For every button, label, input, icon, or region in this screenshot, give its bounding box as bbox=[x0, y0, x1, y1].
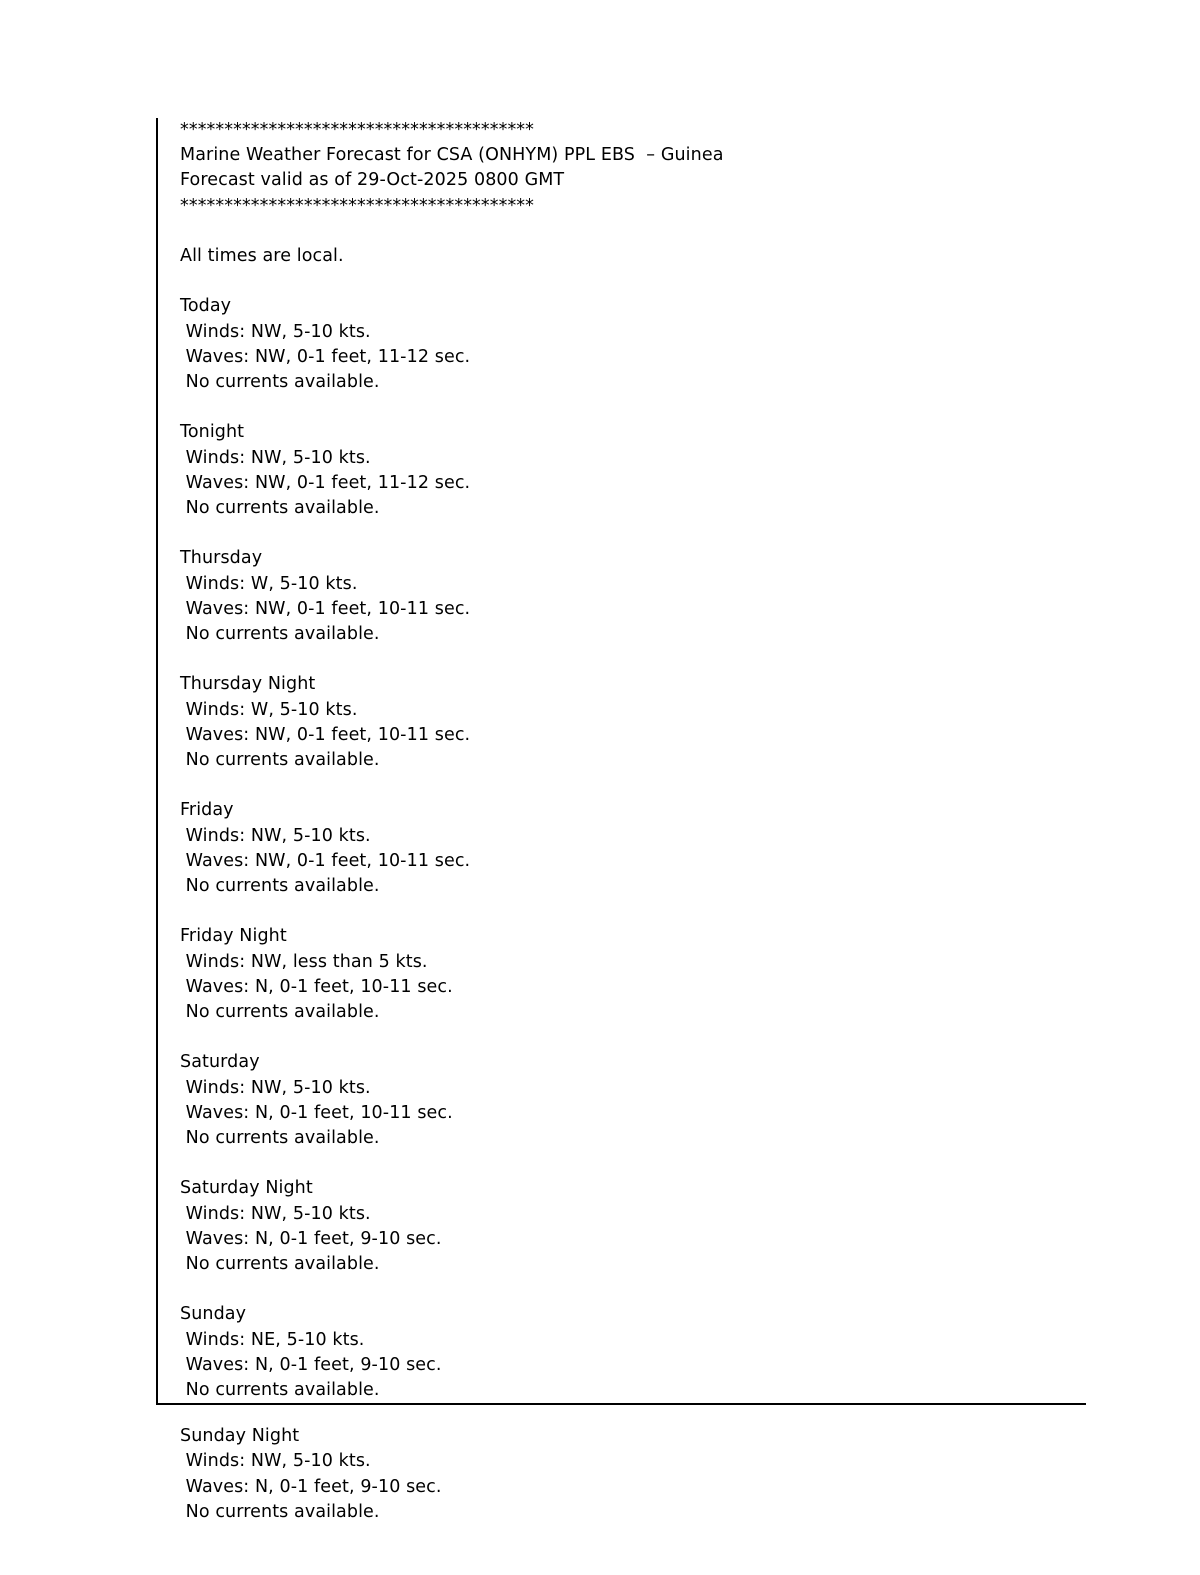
forecast-section bbox=[180, 798, 1086, 899]
forecast-currents-line: No currents available. bbox=[180, 624, 380, 644]
all-times-note: All times are local. bbox=[180, 246, 344, 266]
forecast-waves-line: Waves: N, 0-1 feet, 10-11 sec. bbox=[180, 976, 453, 997]
forecast-valid-date: Forecast valid as of 29-Oct-2025 0800 GMT bbox=[180, 170, 565, 191]
forecast-winds-line: Winds: NW, 5-10 kts. bbox=[180, 1077, 371, 1098]
forecast-section bbox=[180, 1302, 1086, 1403]
forecast-currents-line: No currents available. bbox=[180, 1002, 380, 1022]
forecast-winds-line: Winds: NW, 5-10 kts. bbox=[180, 1451, 371, 1472]
forecast-section bbox=[180, 294, 1086, 395]
forecast-section bbox=[180, 924, 1086, 1025]
forecast-day-label: Sunday bbox=[180, 1304, 247, 1325]
bordered-content-box bbox=[156, 118, 1086, 1405]
forecast-day-label: Saturday bbox=[180, 1052, 260, 1073]
forecast-title: Marine Weather Forecast for CSA (ONHYM) PPL EBS – Guinea bbox=[180, 145, 724, 166]
forecast-currents-line: No currents available. bbox=[180, 1128, 380, 1148]
forecast-waves-line: Waves: N, 0-1 feet, 10-11 sec. bbox=[180, 1102, 453, 1123]
forecast-day-label: Friday Night bbox=[180, 926, 287, 947]
forecast-currents-line: No currents available. bbox=[180, 1501, 380, 1522]
forecast-section bbox=[180, 1176, 1086, 1277]
forecast-day-label: Thursday bbox=[180, 548, 263, 569]
forecast-winds-line: Winds: NW, 5-10 kts. bbox=[180, 321, 371, 342]
forecast-waves-line: Waves: NW, 0-1 feet, 11-12 sec. bbox=[180, 472, 471, 493]
stars-divider-top: **************************************** bbox=[180, 120, 534, 140]
forecast-waves-line: Waves: N, 0-1 feet, 9-10 sec. bbox=[180, 1228, 442, 1249]
forecast-currents-line: No currents available. bbox=[180, 876, 380, 896]
forecast-day-label: Today bbox=[180, 296, 232, 317]
forecast-currents-line: No currents available. bbox=[180, 1254, 380, 1274]
forecast-waves-line: Waves: NW, 0-1 feet, 11-12 sec. bbox=[180, 346, 471, 367]
forecast-day-label: Saturday Night bbox=[180, 1178, 313, 1199]
forecast-currents-line: No currents available. bbox=[180, 1380, 380, 1400]
forecast-section bbox=[180, 1424, 1086, 1525]
overflow-section-container bbox=[156, 1424, 1086, 1525]
forecast-waves-line: Waves: N, 0-1 feet, 9-10 sec. bbox=[180, 1476, 442, 1497]
forecast-winds-line: Winds: NW, 5-10 kts. bbox=[180, 825, 371, 846]
forecast-document bbox=[156, 118, 1086, 1525]
forecast-section bbox=[180, 420, 1086, 521]
forecast-currents-line: No currents available. bbox=[180, 750, 380, 770]
forecast-winds-line: Winds: W, 5-10 kts. bbox=[180, 699, 358, 720]
forecast-day-label: Friday bbox=[180, 800, 234, 821]
forecast-waves-line: Waves: NW, 0-1 feet, 10-11 sec. bbox=[180, 724, 471, 745]
forecast-winds-line: Winds: NW, 5-10 kts. bbox=[180, 1203, 371, 1224]
forecast-day-label: Sunday Night bbox=[180, 1426, 300, 1447]
forecast-waves-line: Waves: NW, 0-1 feet, 10-11 sec. bbox=[180, 598, 471, 619]
forecast-winds-line: Winds: NE, 5-10 kts. bbox=[180, 1329, 365, 1350]
forecast-section bbox=[180, 1050, 1086, 1151]
forecast-day-label: Tonight bbox=[180, 422, 245, 443]
forecast-winds-line: Winds: NW, 5-10 kts. bbox=[180, 447, 371, 468]
forecast-section bbox=[180, 672, 1086, 773]
forecast-section bbox=[180, 546, 1086, 647]
forecast-waves-line: Waves: NW, 0-1 feet, 10-11 sec. bbox=[180, 850, 471, 871]
forecast-waves-line: Waves: N, 0-1 feet, 9-10 sec. bbox=[180, 1354, 442, 1375]
forecast-winds-line: Winds: W, 5-10 kts. bbox=[180, 573, 358, 594]
forecast-currents-line: No currents available. bbox=[180, 498, 380, 518]
forecast-sections-container bbox=[180, 294, 1086, 1403]
stars-divider-bottom: **************************************** bbox=[180, 195, 534, 216]
forecast-currents-line: No currents available. bbox=[180, 372, 380, 392]
forecast-winds-line: Winds: NW, less than 5 kts. bbox=[180, 951, 428, 972]
forecast-day-label: Thursday Night bbox=[180, 674, 316, 695]
